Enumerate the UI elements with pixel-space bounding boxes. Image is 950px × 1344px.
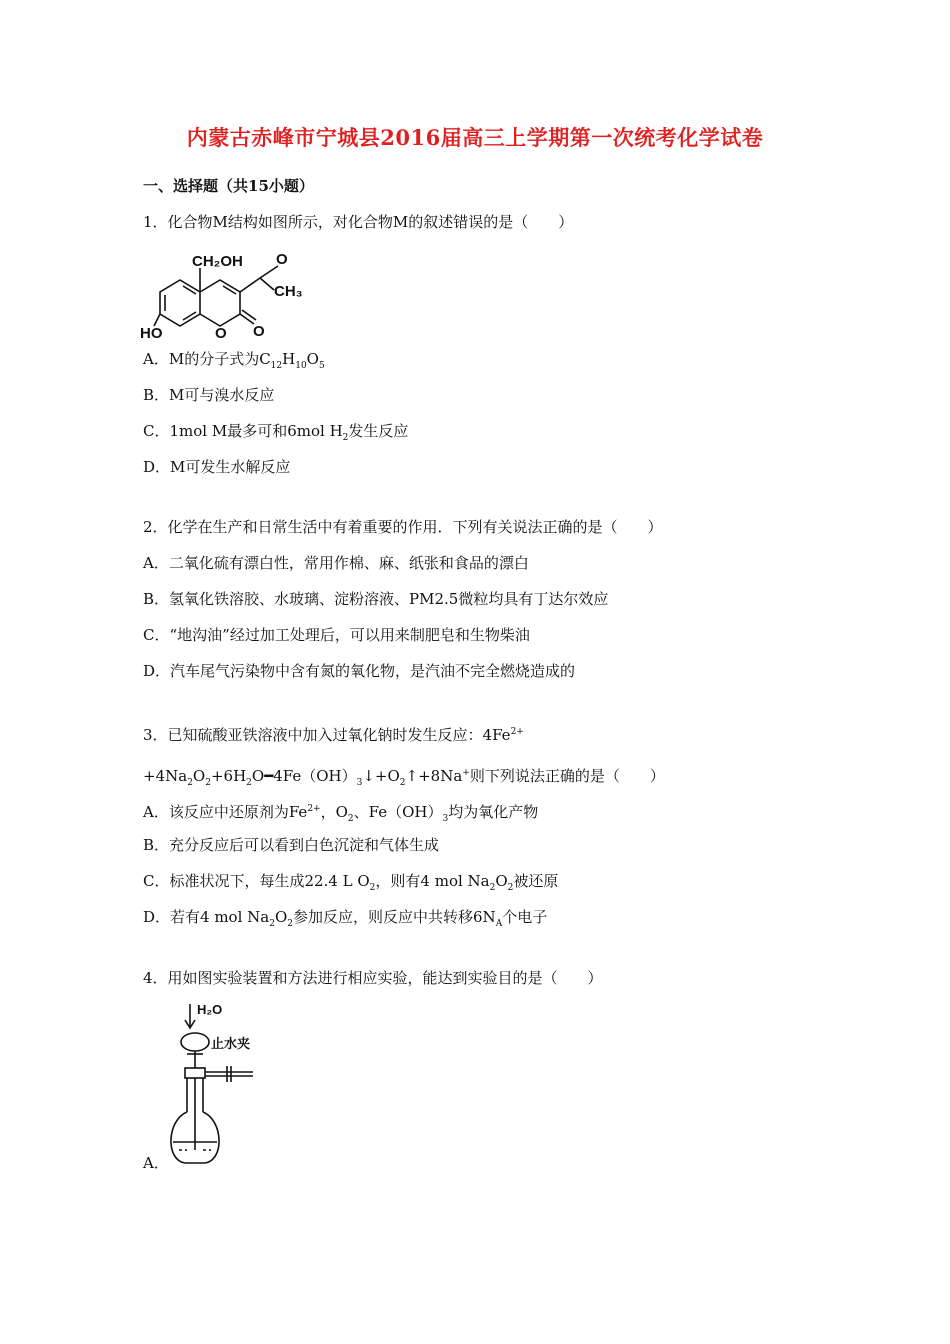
clamp-label: 止水夹 [211,1036,251,1051]
compound-m-structure [140,250,340,345]
methyl-label: CH₃ [274,283,303,300]
q1-option-d: D．M可发生水解反应 [143,458,291,476]
q3-option-a: A．该反应中还原剂为$Fe^{2+}$，$O_2$、$Fe(OH)_3$均为氧化产物 [143,803,539,824]
q2-option-d: D．汽车尾气污染物中含有氮的氧化物，是汽油不完全燃烧造成的 [143,662,576,680]
q3-option-b: B．充分反应后可以看到白色沉淀和气体生成 [143,836,440,854]
page-title: 内蒙古赤峰市宁城县2016届高三上学期第一次统考化学试卷 [186,125,764,150]
ring-oxygen-label: O [215,325,227,342]
question-3-stem: 3．已知硫酸亚铁溶液中加入过氧化钠时发生反应：$4Fe^{2+}$ [143,726,524,744]
q1-option-b: B．M可与溴水反应 [143,386,275,404]
q4-option-a: A． [143,1154,169,1172]
section-heading: 一、选择题（共15小题） [143,177,314,195]
question-3-equation: $+4Na_2O_2+6H_2O━4Fe(OH)_3↓+O_2↑+8Na^+$则下列说法正确的是（ ） [143,767,665,788]
q3-option-d: D．若有4 mol $Na_2O_2$参加反应，则反应中共转移$6N_A$个电子 [143,908,548,929]
q2-option-a: A．二氧化硫有漂白性，常用作棉、麻、纸张和食品的漂白 [143,554,529,572]
q1-option-a: A．M的分子式为$C_{12}H_{10}O_5$ [143,350,325,371]
q1-option-c: C．1mol M最多可和6mol $H_2$发生反应 [143,422,409,443]
ch2oh-label: CH₂OH [192,253,243,270]
water-label: H₂O [197,1002,223,1017]
question-1-stem: 1．化合物M结构如图所示，对化合物M的叙述错误的是（ ） [143,213,574,231]
q3-option-c: C．标准状况下，每生成22.4 L $O_2$，则有4 mol $Na_2O_2$被还原 [143,872,559,893]
acetyl-oxygen-label: O [276,251,288,268]
apparatus-figure [165,1000,275,1170]
question-2-stem: 2．化学在生产和日常生活中有着重要的作用．下列有关说法正确的是（ ） [143,518,663,536]
q2-option-b: B．氢氧化铁溶胶、水玻璃、淀粉溶液、PM2.5微粒均具有丁达尔效应 [143,590,609,608]
question-4-stem: 4．用如图实验装置和方法进行相应实验，能达到实验目的是（ ） [143,969,603,987]
hydroxyl-label: HO [140,325,163,342]
q2-option-c: C．“地沟油”经过加工处理后，可以用来制肥皂和生物柴油 [143,626,530,644]
carbonyl-oxygen-label: O [253,323,265,340]
